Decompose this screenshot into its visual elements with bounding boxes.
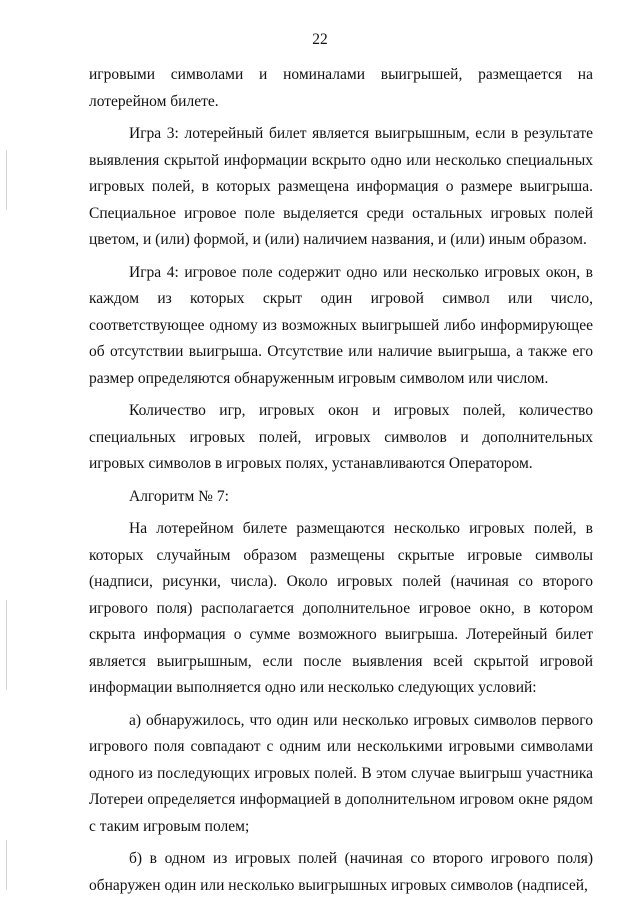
scan-edge-mark xyxy=(6,150,7,210)
paragraph-quantities: Количество игр, игровых окон и игровых полей, количество специальных игровых полей, игровых символов и дополнительных игровых символов в игровых полях, устанавливаются Оператором. xyxy=(89,402,593,472)
paragraph-condition-a: а) обнаружилось, что один или несколько игровых символов первого игрового поля совпадают с одним или несколькими игровыми символами одного из последующих игровых полей. В этом случае выигрыш участника Лотереи определяется информацией в дополнительном игровом окне рядом с таким игровым полем; xyxy=(89,711,593,835)
document-body xyxy=(89,62,593,899)
paragraph-algorithm-7: На лотерейном билете размещаются несколько игровых полей, в которых случайным образом размещены скрытые игровые символы (надписи, рисунки, числа). Около игровых полей (начиная со второго игрового поля) располагается дополнительное игровое окно, в котором скрыта информация о сумме возможного выигрыша. Лотерейный билет является выигрышным, если после выявления всей скрытой игровой информации выполняется одно или несколько следующих условий: xyxy=(89,520,593,696)
scan-edge-mark xyxy=(6,600,7,690)
paragraph-algorithm-heading: Алгоритм № 7: xyxy=(129,487,229,505)
paragraph-condition-b: б) в одном из игровых полей (начиная со второго игрового поля) обнаружен один или несколько выигрышных игровых символов (надписей, xyxy=(89,850,593,894)
page-number: 22 xyxy=(312,31,328,48)
paragraph-game-3: Игра 3: лотерейный билет является выигрышным, если в результате выявления скрытой информации вскрыто одно или несколько специальных игровых полей, в которых размещена информация о размере выигрыша. Специальное игровое поле выделяется среди остальных игровых полей цветом, и (или) формой, и (или) наличием названия, и (или) иным образом. xyxy=(89,125,593,248)
scan-edge-mark xyxy=(6,840,7,890)
paragraph-game-4: Игра 4: игровое поле содержит одно или несколько игровых окон, в каждом из которых скрыт один игровой символ или число, соответствующее одному из возможных выигрышей либо информирующее об отсутствии выигрыша. Отсутствие или наличие выигрыша, а также его размер определяются обнаруженным игровым символом или числом. xyxy=(89,263,593,387)
paragraph-continuation: игровыми символами и номиналами выигрышей, размещается на лотерейном билете. xyxy=(89,66,593,110)
